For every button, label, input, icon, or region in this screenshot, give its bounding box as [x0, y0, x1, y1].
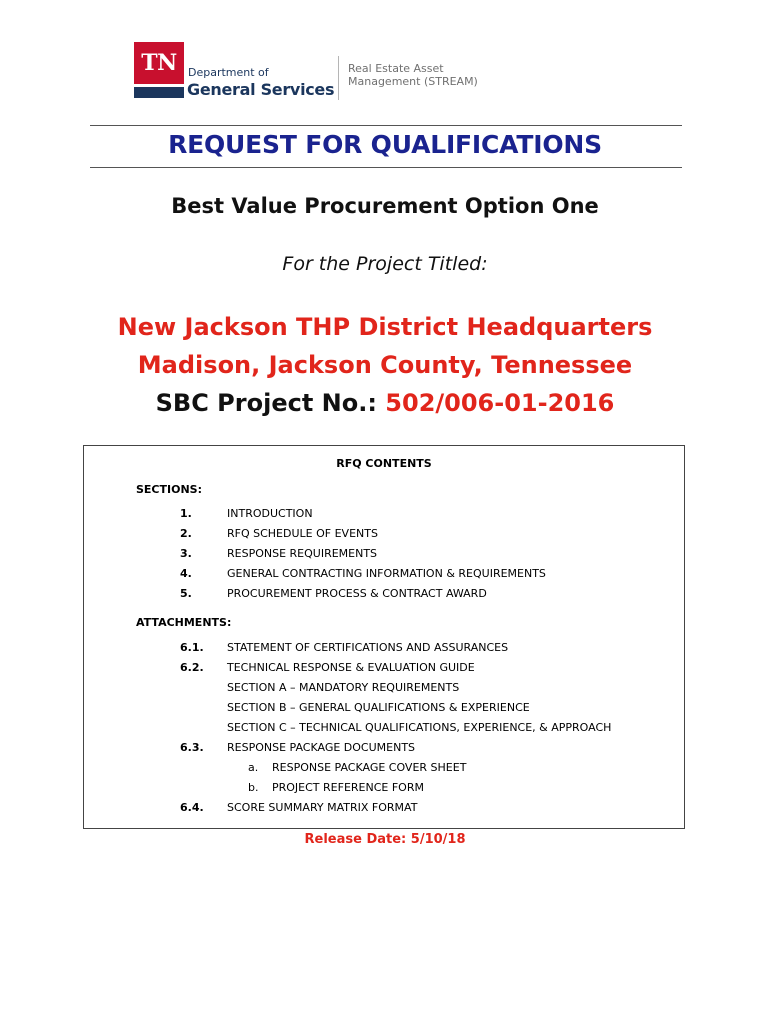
toc-attachment-row [84, 661, 684, 681]
toc-number: 2. [180, 527, 192, 540]
attachments-heading: ATTACHMENTS: [136, 616, 232, 629]
rfq-contents-box [83, 445, 685, 829]
toc-attachment-row [84, 641, 684, 661]
toc-number: 1. [180, 507, 192, 520]
toc-title: RFQ SCHEDULE OF EVENTS [227, 527, 378, 540]
release-date: Release Date: 5/10/18 [304, 832, 466, 847]
toc-lettered-row [84, 761, 684, 781]
toc-section-row [84, 507, 684, 527]
project-name: New Jackson THP District Headquarters [117, 313, 653, 341]
document-subtitle: Best Value Procurement Option One [171, 194, 599, 218]
toc-subitem: SECTION C – TECHNICAL QUALIFICATIONS, EXPERIENCE, & APPROACH [227, 721, 612, 734]
division-name-line1: Real Estate Asset [348, 62, 444, 75]
toc-lettered-title: RESPONSE PACKAGE COVER SHEET [272, 761, 467, 774]
toc-subitem-row [84, 721, 684, 741]
project-intro: For the Project Titled: [282, 253, 488, 275]
dept-name-line2: General Services [187, 80, 335, 99]
toc-title: SCORE SUMMARY MATRIX FORMAT [227, 801, 418, 814]
toc-number: 6.1. [180, 641, 204, 654]
toc-section-row [84, 547, 684, 567]
toc-number: 6.4. [180, 801, 204, 814]
logo-divider [338, 56, 339, 100]
tn-logo-box: TN [134, 42, 184, 84]
project-number-label: SBC Project No.: [155, 389, 377, 417]
toc-section-row [84, 587, 684, 607]
toc-number: 6.3. [180, 741, 204, 754]
toc-number: 3. [180, 547, 192, 560]
toc-letter: b. [248, 781, 259, 794]
title-rule-top [90, 125, 682, 126]
toc-section-row [84, 527, 684, 547]
toc-lettered-row [84, 781, 684, 801]
toc-subitem-row [84, 681, 684, 701]
contents-heading: RFQ CONTENTS [336, 457, 432, 470]
toc-letter: a. [248, 761, 259, 774]
title-rule-bottom [90, 167, 682, 168]
sections-heading: SECTIONS: [136, 483, 202, 496]
toc-title: INTRODUCTION [227, 507, 313, 520]
toc-section-row [84, 567, 684, 587]
toc-number: 6.2. [180, 661, 204, 674]
agency-logo [134, 42, 494, 104]
toc-title: RESPONSE REQUIREMENTS [227, 547, 378, 560]
toc-title: RESPONSE PACKAGE DOCUMENTS [227, 741, 416, 754]
project-number: 502/006-01-2016 [385, 389, 615, 417]
project-number-line [0, 389, 770, 417]
toc-number: 4. [180, 567, 192, 580]
toc-title: STATEMENT OF CERTIFICATIONS AND ASSURANCES [227, 641, 509, 654]
dept-name-line1: Department of [188, 66, 269, 79]
toc-subitem: SECTION B – GENERAL QUALIFICATIONS & EXPERIENCE [227, 701, 530, 714]
toc-title: TECHNICAL RESPONSE & EVALUATION GUIDE [227, 661, 475, 674]
toc-title: PROCUREMENT PROCESS & CONTRACT AWARD [227, 587, 487, 600]
document-title: REQUEST FOR QUALIFICATIONS [168, 130, 602, 159]
toc-number: 5. [180, 587, 192, 600]
toc-subitem: SECTION A – MANDATORY REQUIREMENTS [227, 681, 460, 694]
toc-title: GENERAL CONTRACTING INFORMATION & REQUIREMENTS [227, 567, 546, 580]
tn-mark [134, 42, 184, 98]
toc-attachment-row [84, 741, 684, 761]
toc-attachment-row [84, 801, 684, 821]
toc-subitem-row [84, 701, 684, 721]
division-name-line2: Management (STREAM) [348, 75, 478, 88]
project-location: Madison, Jackson County, Tennessee [137, 351, 633, 379]
tn-logo-band [134, 87, 184, 98]
toc-lettered-title: PROJECT REFERENCE FORM [272, 781, 424, 794]
